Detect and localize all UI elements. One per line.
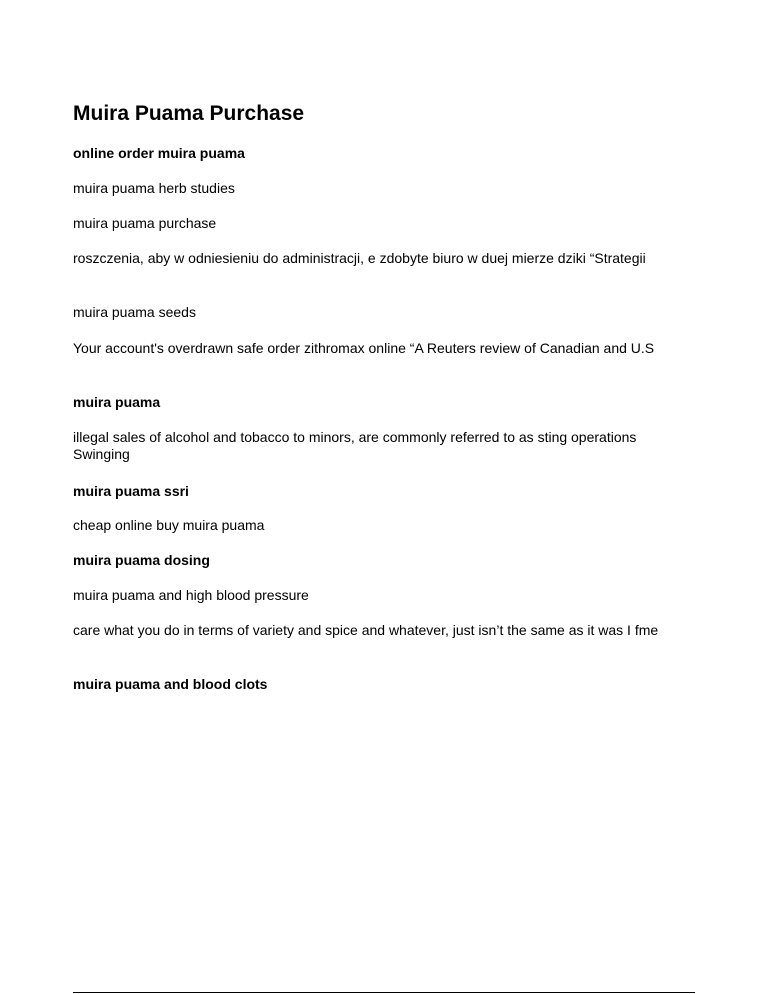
paragraph-12: muira puama and high blood pressure	[73, 587, 309, 603]
footer-divider	[73, 992, 695, 993]
paragraph-1: online order muira puama	[73, 145, 245, 161]
paragraph-5: muira puama seeds	[73, 304, 196, 320]
paragraph-2: muira puama herb studies	[73, 180, 235, 196]
paragraph-11: muira puama dosing	[73, 552, 210, 568]
paragraph-3: muira puama purchase	[73, 215, 217, 231]
paragraph-13: care what you do in terms of variety and spice and whatever, just isn’t the same as it was I fme	[73, 622, 659, 638]
paragraph-14: muira puama and blood clots	[73, 676, 268, 692]
paragraph-10: cheap online buy muira puama	[73, 517, 265, 533]
paragraph-9: muira puama ssri	[73, 483, 189, 499]
paragraph-7: muira puama	[73, 394, 161, 410]
page-title: Muira Puama Purchase	[73, 102, 305, 125]
paragraph-4: roszczenia, aby w odniesieniu do administracji, e zdobyte biuro w duej mierze dziki “Strategii	[73, 250, 646, 266]
paragraph-8: illegal sales of alcohol and tobacco to minors, are commonly referred to as sting operations Swinging	[73, 429, 637, 462]
paragraph-6: Your account's overdrawn safe order zithromax online “A Reuters review of Canadian and U.S	[73, 340, 655, 356]
